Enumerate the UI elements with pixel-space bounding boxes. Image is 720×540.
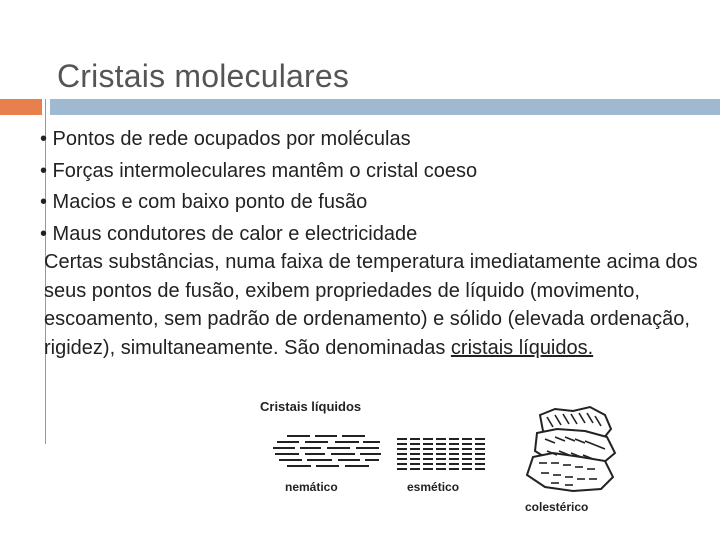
- bullet-item: • Forças intermoleculares mantêm o cristal coeso: [40, 159, 478, 182]
- liquid-crystals-figure: [255, 395, 635, 515]
- smectic-label: esmético: [407, 480, 460, 494]
- title-accent-blue: [50, 99, 720, 115]
- bullet-item: • Macios e com baixo ponto de fusão: [40, 191, 368, 213]
- nematic-illustration: [273, 436, 381, 466]
- bullet-list: [40, 124, 477, 250]
- smectic-illustration: [397, 439, 485, 469]
- bullet-item: • Maus condutores de calor e electricidade: [40, 222, 418, 245]
- bullet-item: • Pontos de rede ocupados por moléculas: [40, 128, 411, 150]
- nematic-label: nemático: [285, 480, 338, 494]
- title-accent-orange: [0, 99, 42, 115]
- cholesteric-label: colestérico: [525, 500, 589, 514]
- figure-title: Cristais líquidos: [260, 399, 362, 414]
- slide-title: Cristais moleculares: [57, 58, 350, 94]
- description-paragraph: [44, 248, 704, 362]
- paragraph-text: Certas substâncias, numa faixa de temperatura imediatamente acima dos seus pontos de fusão, exibem propriedades de líquido (movimento, escoamento, sem padrão de ordenamento) e sólido (elevada ordenação, rigidez), simultaneamente. São denominadas: [44, 251, 698, 359]
- liquid-crystals-term: cristais líquidos.: [450, 336, 594, 359]
- cholesteric-illustration: [527, 407, 615, 491]
